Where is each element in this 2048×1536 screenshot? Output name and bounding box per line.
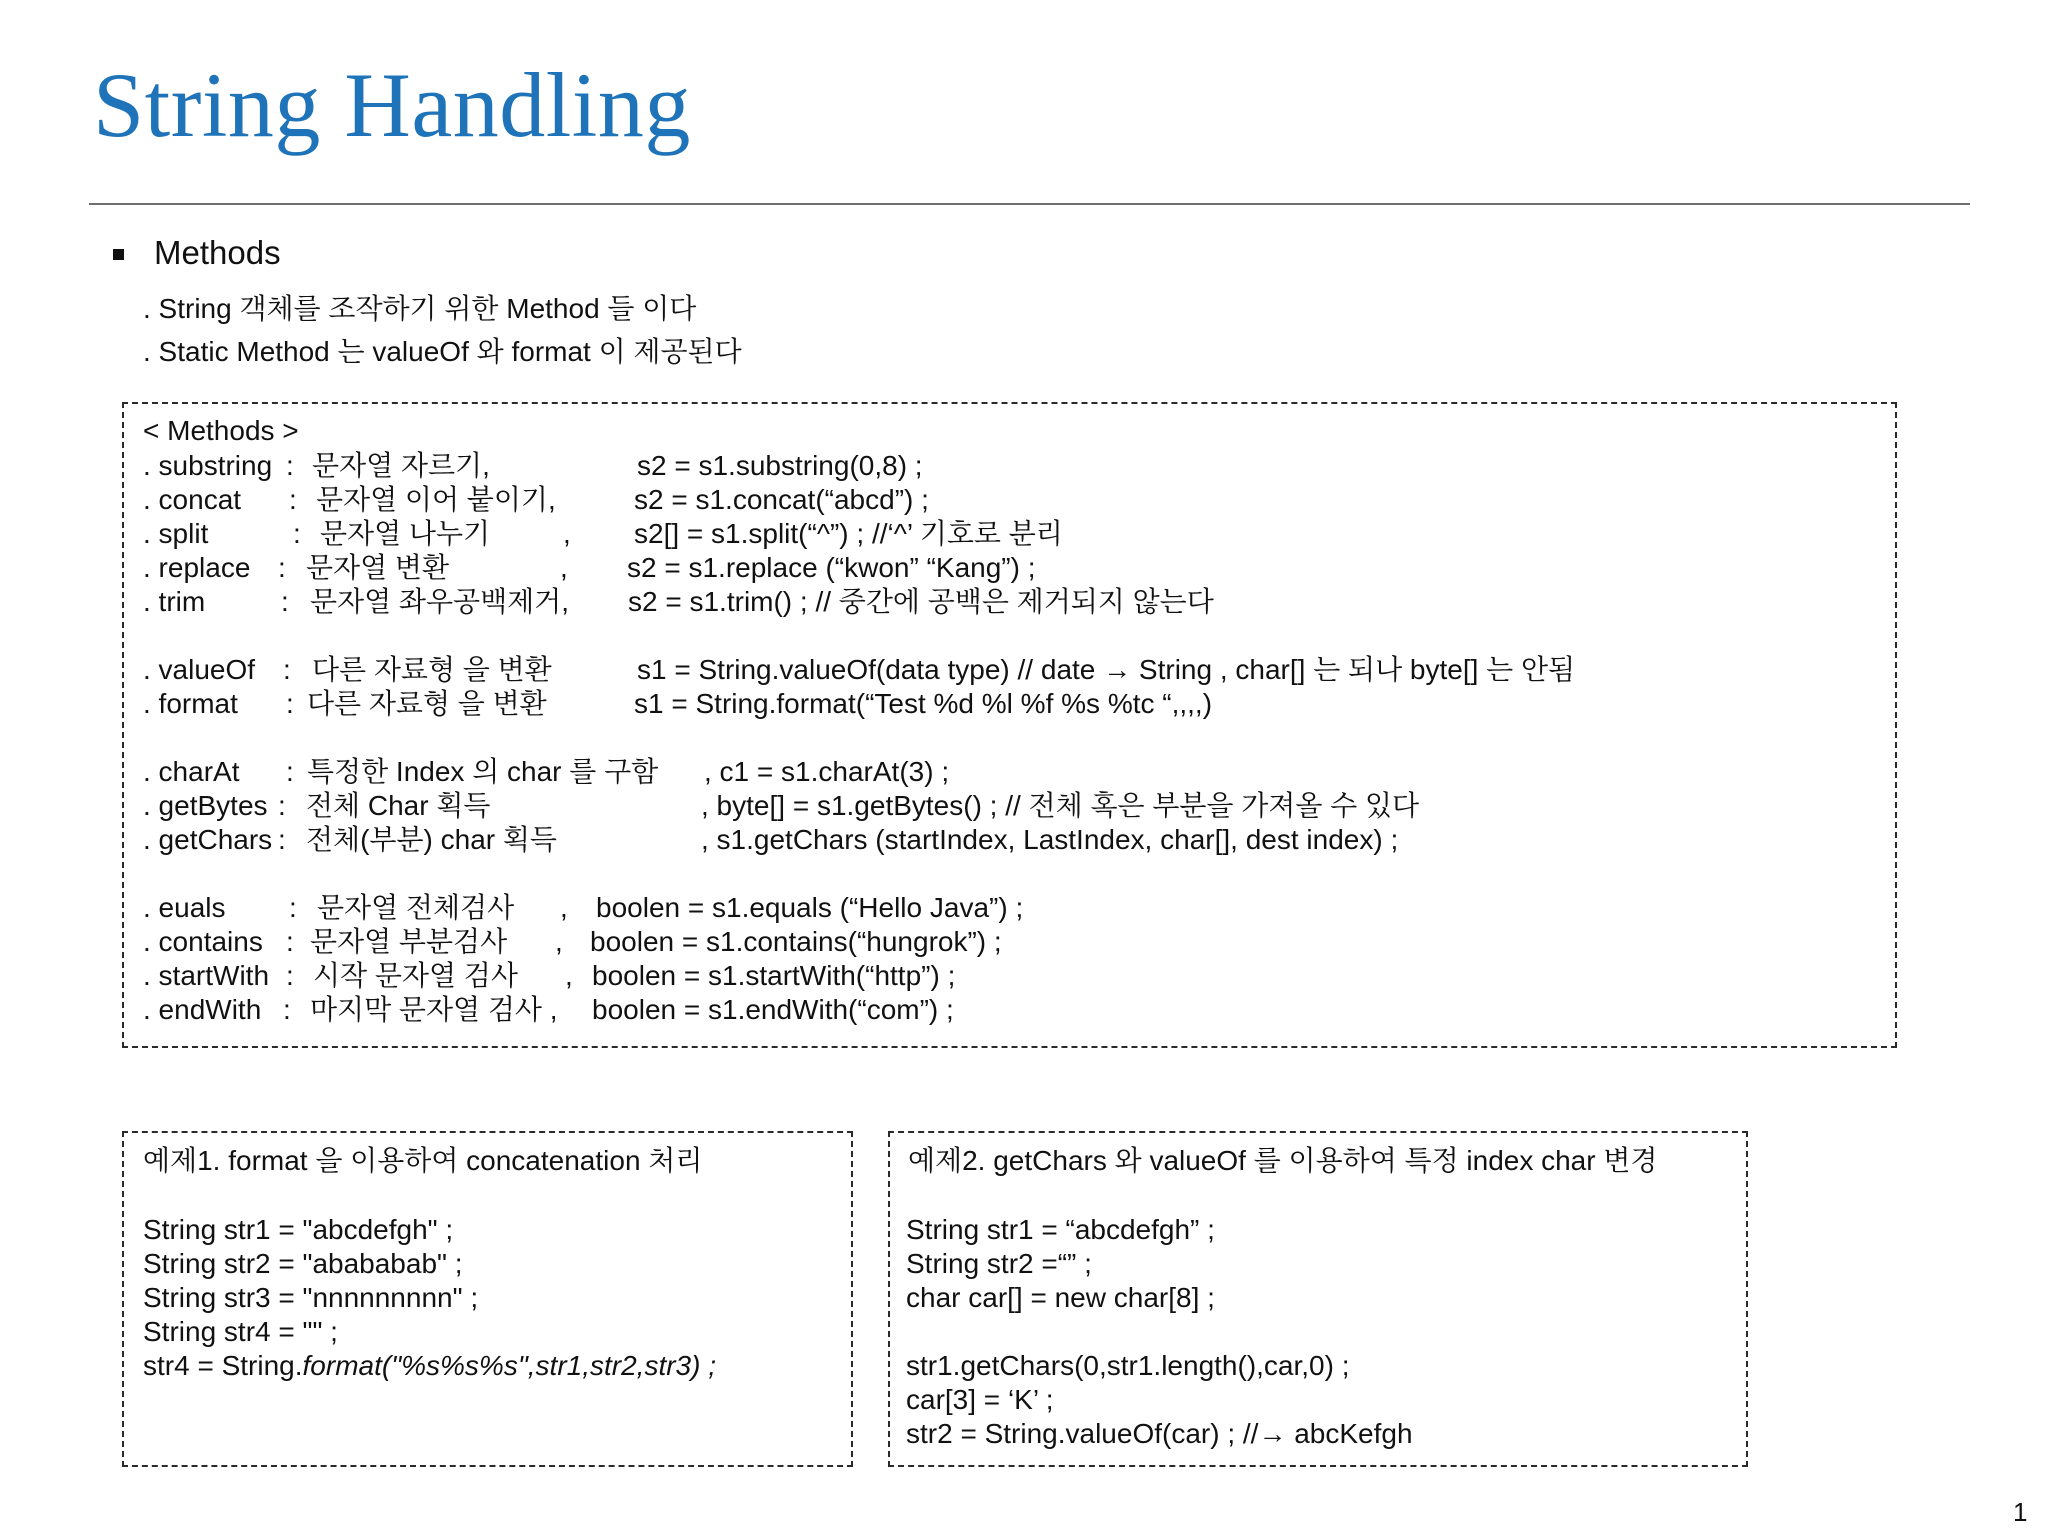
example1-code-line: String str3 = "nnnnnnnnn" ; [143, 1282, 479, 1313]
method-comma: , [565, 960, 573, 991]
method-code: boolen = s1.equals (“Hello Java”) ; [596, 892, 1024, 923]
method-name: . format [143, 688, 238, 719]
method-name: . trim [143, 586, 206, 617]
example2-code-line: str1.getChars(0,str1.length(),car,0) ; [906, 1350, 1350, 1381]
method-name: . charAt [143, 756, 240, 787]
method-sep: : [283, 994, 291, 1025]
method-desc: 문자열 자르기, [312, 450, 490, 481]
method-sep: : [278, 824, 286, 855]
example1-title: 예제1. format 을 이용하여 concatenation 처리 [143, 1145, 703, 1176]
method-code: s2 = s1.substring(0,8) ; [637, 450, 923, 481]
method-code: , c1 = s1.charAt(3) ; [704, 756, 950, 787]
method-code: s2[] = s1.split(“^”) ; //‘^’ 기호로 분리 [634, 518, 1063, 549]
method-desc: 시작 문자열 검사 [313, 960, 518, 991]
method-sep: : [286, 926, 294, 957]
method-desc: 문자열 부분검사 [310, 926, 508, 957]
intro-line: . String 객체를 조작하기 위한 Method 들 이다 [143, 293, 697, 324]
method-desc: 전체(부분) char 획득 [306, 824, 557, 855]
title-divider [89, 203, 1970, 205]
method-code: s1 = String.valueOf(data type) // date → String , char[] 는 되나 byte[] 는 안됨 [637, 654, 1576, 685]
method-desc: 문자열 이어 붙이기, [316, 484, 556, 515]
example2-code-line: str2 = String.valueOf(car) ; //→ abcKefgh [906, 1418, 1413, 1449]
method-desc: 다른 자료형 을 변환 [307, 688, 547, 719]
example1-code-italic: format("%s%s%s",str1,str2,str3) ; [302, 1350, 717, 1381]
method-name: . getBytes [143, 790, 268, 821]
method-name: . startWith [143, 960, 270, 991]
example2-title: 예제2. getChars 와 valueOf 를 이용하여 특정 index char 변경 [908, 1145, 1658, 1176]
method-code: s2 = s1.replace (“kwon” “Kang”) ; [627, 552, 1036, 583]
example1-code-line: String str1 = "abcdefgh" ; [143, 1214, 454, 1245]
method-code: boolen = s1.contains(“hungrok”) ; [590, 926, 1002, 957]
method-desc: 특정한 Index 의 char 를 구함 [307, 756, 659, 787]
method-sep: : [289, 484, 297, 515]
method-comma: , [560, 892, 568, 923]
method-desc: 마지막 문자열 검사 , [310, 994, 558, 1025]
method-sep: : [293, 518, 301, 549]
method-name: . split [143, 518, 209, 549]
example1-code-line: String str2 = "abababab" ; [143, 1248, 463, 1279]
method-desc: 다른 자료형 을 변환 [312, 654, 552, 685]
example1-code-prefix: str4 = String. [143, 1350, 303, 1381]
method-sep: : [281, 586, 289, 617]
method-desc: 문자열 전체검사 [317, 892, 515, 923]
method-name: . concat [143, 484, 242, 515]
method-desc: 전체 Char 획득 [306, 790, 491, 821]
method-code: s2 = s1.trim() ; // 중간에 공백은 제거되지 않는다 [628, 586, 1214, 617]
method-name: . substring [143, 450, 273, 481]
bullet-square-icon [113, 249, 124, 260]
method-name: . endWith [143, 994, 262, 1025]
method-name: . contains [143, 926, 263, 957]
method-comma: , [560, 552, 568, 583]
method-sep: : [278, 552, 286, 583]
method-sep: : [286, 450, 294, 481]
intro-line: . Static Method 는 valueOf 와 format 이 제공된다 [143, 336, 742, 367]
page-title: String Handling [93, 54, 691, 156]
method-code: boolen = s1.endWith(“com”) ; [592, 994, 954, 1025]
method-sep: : [286, 756, 294, 787]
method-name: . getChars [143, 824, 273, 855]
methods-box-header: < Methods > [143, 415, 299, 446]
method-sep: : [286, 960, 294, 991]
example2-code-line: String str1 = “abcdefgh” ; [906, 1214, 1215, 1245]
method-sep: : [278, 790, 286, 821]
method-desc: 문자열 변환 [306, 552, 450, 583]
method-name: . valueOf [143, 654, 256, 685]
example2-code-line: car[3] = ‘K’ ; [906, 1384, 1054, 1415]
example2-code-line: String str2 =“” ; [906, 1248, 1092, 1279]
method-code: , s1.getChars (startIndex, LastIndex, char[], dest index) ; [701, 824, 1399, 855]
method-code: , byte[] = s1.getBytes() ; // 전체 혹은 부분을 가져올 수 있다 [701, 790, 1420, 821]
method-desc: 문자열 좌우공백제거, [310, 586, 569, 617]
page-number: 1 [2013, 1497, 2028, 1527]
method-name: . euals [143, 892, 226, 923]
section-heading: Methods [154, 234, 281, 271]
method-name: . replace [143, 552, 251, 583]
example1-code-line: String str4 = "" ; [143, 1316, 338, 1347]
example2-code-line: char car[] = new char[8] ; [906, 1282, 1215, 1313]
method-sep: : [283, 654, 291, 685]
method-sep: : [286, 688, 294, 719]
method-sep: : [289, 892, 297, 923]
method-desc: 문자열 나누기 [320, 518, 491, 549]
example1-code-line-last [143, 1352, 716, 1380]
method-code: s2 = s1.concat(“abcd”) ; [634, 484, 929, 515]
method-code: s1 = String.format(“Test %d %l %f %s %tc “,,,,) [634, 688, 1213, 719]
method-code: boolen = s1.startWith(“http”) ; [592, 960, 956, 991]
method-comma: , [563, 518, 571, 549]
method-comma: , [555, 926, 563, 957]
